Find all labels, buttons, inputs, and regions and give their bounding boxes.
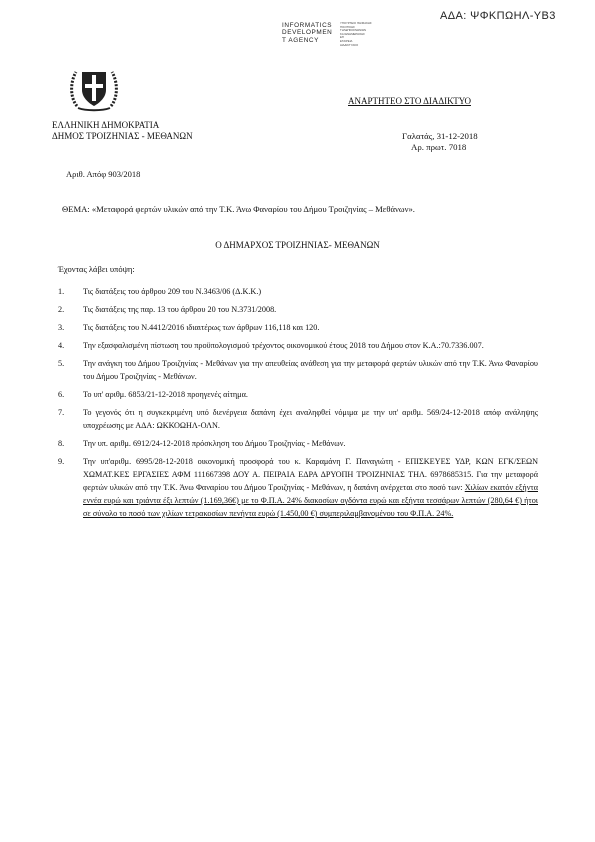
ida-logo-line: DEVELOPMEN (282, 29, 333, 37)
protocol-number: Αρ. πρωτ. 7018 (411, 142, 467, 152)
list-item (58, 285, 538, 298)
item-text: Τις διατάξεις της παρ. 13 του άρθρου 20 του Ν.3731/2008. (83, 305, 277, 314)
item-number: 9. (58, 457, 65, 466)
ida-sub-line: ΔΙΑΔΙΚΤΥΑΚΟ (340, 42, 359, 47)
ida-logo-line: INFORMATICS (282, 22, 333, 29)
item-text: Το γεγονός ότι η συγκεκριμένη υπό διενέργεια δαπάνη έχει αναληφθεί νόμιμα με την υπ' αριθμ. 569/24-12-2018 απόφ ανάληψης υποχρέωσης με ΑΔΑ: ΩΚΚΟΩΗΛ-ΟΛΝ. (83, 408, 538, 430)
list-item (58, 406, 538, 432)
publish-online-note: ΑΝΑΡΤΗΤΕΟ ΣΤΟ ΔΙΑΔΙΚΤΥΟ (348, 96, 471, 106)
item-text: Την εξασφαλισμένη πίστωση του προϋπολογισμού τρέχοντος οικονομικού έτους 2018 του Δήμου στον Κ.Α.:70.7336.007. (83, 341, 484, 350)
item-text: Την ανάγκη του Δήμου Τροιζηνίας - Μεθάνων για την απευθείας ανάθεση για την μεταφορά φερτών υλικών από την Τ.Κ. Άνω Φαναρίου του Δήμου Τροιζηνίας - Μεθάνων. (83, 359, 538, 381)
greek-coat-of-arms-icon (68, 62, 120, 112)
item-text: Το υπ' αριθμ. 6853/21-12-2018 προηγενές αίτημα. (83, 390, 248, 399)
country-name: ΕΛΛΗΝΙΚΗ ΔΗΜΟΚΡΑΤΙΑ (52, 120, 160, 130)
ida-logo-line: T AGENCY (282, 36, 319, 44)
item-number: 1. (58, 287, 65, 296)
list-item (58, 321, 538, 334)
item-number: 8. (58, 439, 65, 448)
considerations-list (58, 285, 538, 525)
decision-number: Αριθ. Απόφ 903/2018 (66, 169, 141, 179)
ida-logo (282, 22, 332, 44)
place-date: Γαλατάς, 31-12-2018 (402, 131, 478, 141)
item-number: 6. (58, 390, 65, 399)
item-text: Τις διατάξεις του Ν.4412/2016 ιδιαιτέρως των άρθρων 116,118 και 120. (83, 323, 320, 332)
item-number: 5. (58, 359, 65, 368)
issuer-header (52, 120, 193, 142)
list-item (58, 388, 538, 401)
ida-sub-line: ΥΠΟΥΡΓΕΙΟ ΨΗΦΙΑΚΗΣ (340, 21, 372, 25)
municipality-name: ΔΗΜΟΣ ΤΡΟΙΖΗΝΙΑΣ - ΜΕΘΑΝΩΝ (52, 131, 193, 141)
item-number: 4. (58, 341, 65, 350)
considering-intro: Έχοντας λάβει υπόψη: (58, 264, 135, 274)
list-item (58, 455, 538, 520)
ida-sub-line: ΕΤΑΙΡΕΙΑ (340, 38, 353, 43)
item-number: 7. (58, 408, 65, 417)
item-text: Την υπ. αριθμ. 6912/24-12-2018 πρόσκληση του Δήμου Τροιζηνίας - Μεθάνων. (83, 439, 346, 448)
ida-logo-subtext (340, 22, 380, 47)
ida-sub-line: ΚΑΙ ΕΝΗΜΕΡΩΣΗΣ (340, 31, 365, 36)
ida-sub-line: ΕΓΙ (340, 35, 345, 40)
subject-line: ΘΕΜΑ: «Μεταφορά φερτών υλικών από την Τ.Κ. Άνω Φαναρίου του Δήμου Τροιζηνίας – Μεθάνων». (62, 204, 415, 214)
ada-code: ΑΔΑ: ΨΦΚΠΩΗΛ-ΥΒ3 (440, 10, 556, 22)
item-number: 2. (58, 305, 65, 314)
item-text: Την υπ'αριθμ. 6995/28-12-2018 οικονομική προσφορά του κ. Καραμάνη Γ. Παναγιώτη - ΕΠΙΣΚΕΥΕΣ ΥΔΡ, ΚΩΝ ΕΓΚ/ΣΕΩΝ ΧΩΜΑΤ.ΚΕΣ ΕΡΓΑΣΙΕΣ ΑΦΜ 111667398 ΔΟΥ Α. ΠΕΙΡΑΙΑ ΕΔΡΑ ΔΡΥΟΠΗ ΤΡΟΙΖΗΝΙΑΣ ΤΗΛ. 6978685315. Για την μεταφορά φερτών υλικών από την Τ.Κ. Άνω Φαναρίου του Δήμου Τροιζηνίας - Μεθάνων, η δαπάνη ανέρχεται στο ποσό των: (83, 457, 538, 492)
list-item (58, 437, 538, 450)
list-item (58, 339, 538, 352)
item-number: 3. (58, 323, 65, 332)
list-item (58, 357, 538, 383)
mayor-title: Ο ΔΗΜΑΡΧΟΣ ΤΡΟΙΖΗΝΙΑΣ- ΜΕΘΑΝΩΝ (215, 240, 380, 250)
ida-sub-line: ΠΟΛΙΤΙΚΗΣ ΤΗΛΕΠΙΚΟΙΝΩΝΙΩΝ (340, 24, 367, 33)
item-text: Τις διατάξεις του άρθρου 209 του Ν.3463/06 (Δ.Κ.Κ.) (83, 287, 262, 296)
date-block (402, 131, 478, 153)
list-item (58, 303, 538, 316)
amount-text: Χιλίων εκατόν εξήντα εννέα ευρώ και τριάντα έξι λεπτών (1.169,36€) με το Φ.Π.Α. 24% διακοσίων ογδόντα ευρώ και εξήντα τεσσάρων λεπτών (280,64 €) ήτοι σε σύνολο το ποσό των χιλίων τετρακοσίων πενήντα ευρώ (1.450,00 €) συμπεριλαμβανομένου του Φ.Π.Α. 24%. (83, 483, 538, 518)
